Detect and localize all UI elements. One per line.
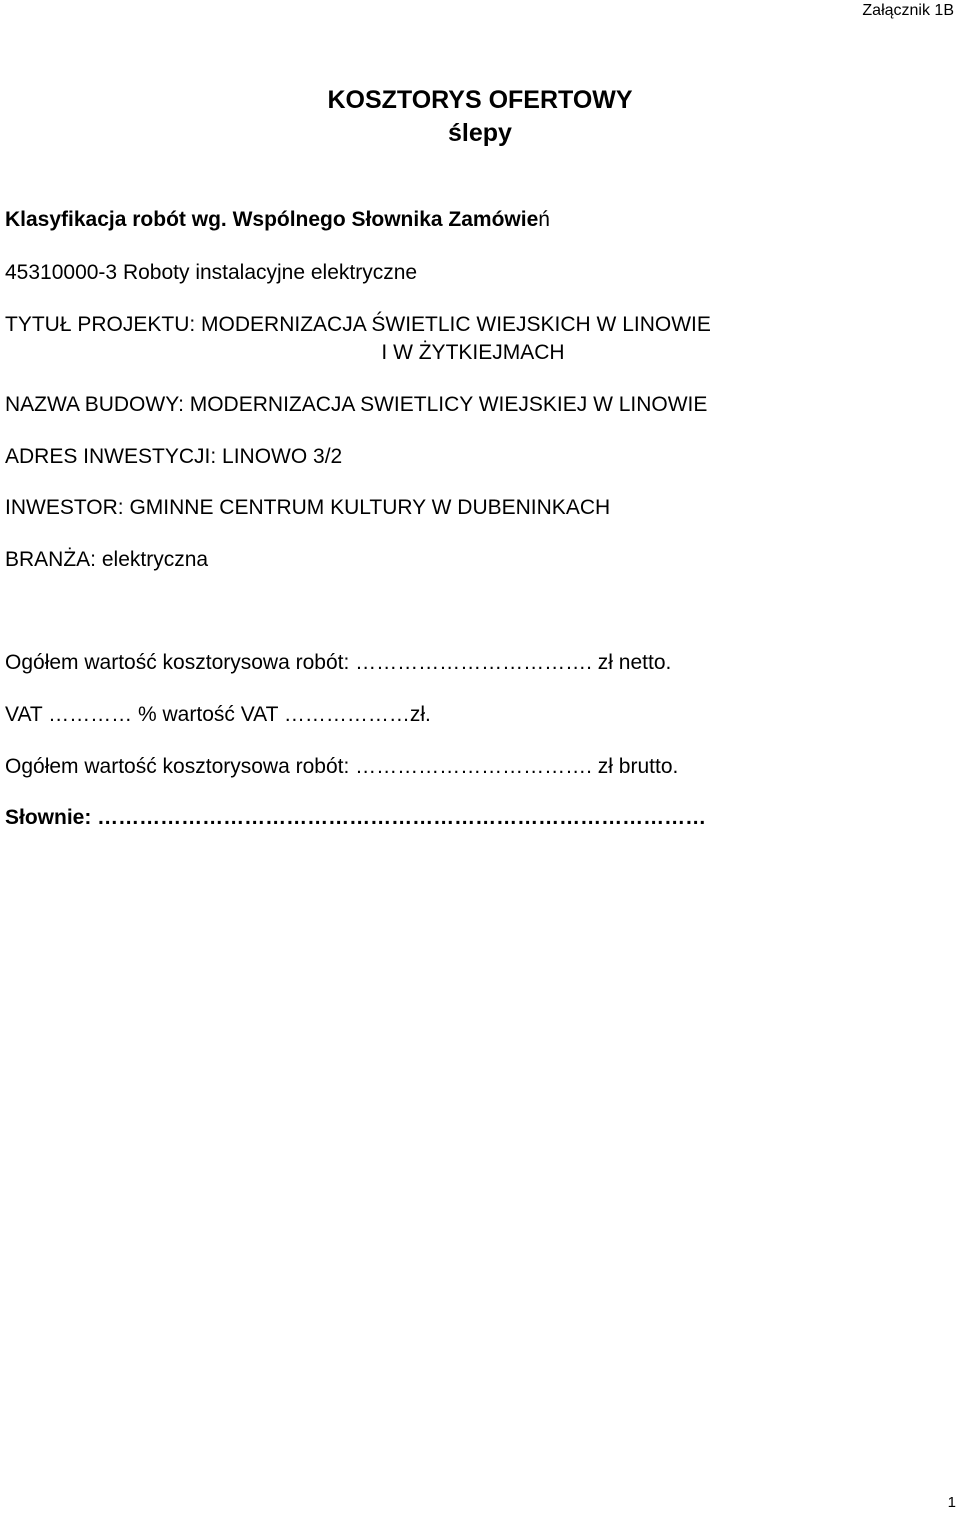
project-title-line-1: TYTUŁ PROJEKTU: MODERNIZACJA ŚWIETLIC WIEJSKICH W LINOWIE bbox=[5, 313, 711, 336]
vat-line: VAT ………… % wartość VAT ………………zł. bbox=[5, 703, 431, 726]
project-title-line-2: I W ŻYTKIEJMACH bbox=[381, 341, 565, 364]
title-line-2: ślepy bbox=[448, 119, 512, 147]
amount-in-words-line: Słownie: …………………………………………………………………………… bbox=[5, 806, 707, 829]
building-name: NAZWA BUDOWY: MODERNIZACJA SWIETLICY WIEJSKIEJ W LINOWIE bbox=[5, 393, 708, 416]
cpv-code: 45310000-3 Roboty instalacyjne elektryczne bbox=[5, 261, 418, 284]
gross-total-line: Ogółem wartość kosztorysowa robót: ……………………………. zł brutto. bbox=[5, 755, 679, 778]
net-total-line: Ogółem wartość kosztorysowa robót: ……………………………. zł netto. bbox=[5, 651, 672, 674]
title-line-1: KOSZTORYS OFERTOWY bbox=[327, 86, 633, 114]
annex-label: Załącznik 1B bbox=[862, 2, 954, 19]
document-title bbox=[0, 84, 960, 150]
investment-address: ADRES INWESTYCJI: LINOWO 3/2 bbox=[5, 445, 343, 468]
classification-heading bbox=[5, 206, 550, 234]
investor: INWESTOR: GMINNE CENTRUM KULTURY W DUBENINKACH bbox=[5, 496, 611, 519]
classification-heading-tail: ń bbox=[538, 208, 550, 231]
branch: BRANŻA: elektryczna bbox=[5, 548, 209, 571]
page-number: 1 bbox=[947, 1494, 956, 1511]
classification-heading-bold: Klasyfikacja robót wg. Wspólnego Słownika Zamówie bbox=[5, 208, 539, 231]
